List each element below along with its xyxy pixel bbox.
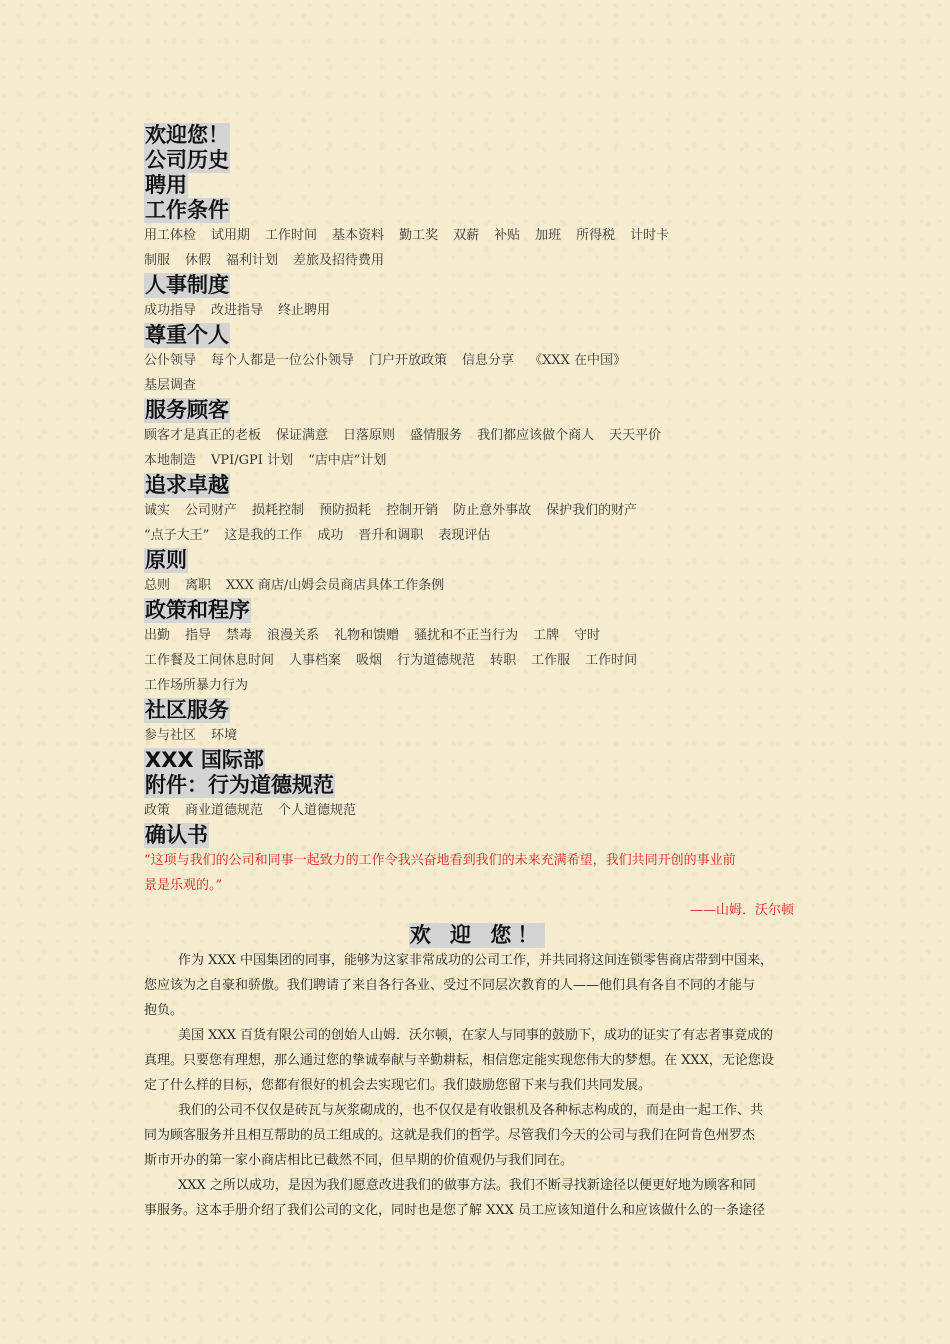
toc-item-link[interactable]: 礼物和馈赠 [334, 628, 400, 643]
toc-item-row [144, 798, 810, 823]
toc-item-link[interactable]: 表现评估 [438, 528, 491, 543]
toc-item-link[interactable]: 守时 [574, 628, 601, 643]
quote-line: “这项与我们的公司和同事一起致力的工作令我兴奋地看到我们的未来充满希望，我们共同开创的事业前 [144, 853, 736, 868]
toc-item-link[interactable]: 总则 [144, 578, 171, 593]
toc-item-link[interactable]: 离职 [185, 578, 212, 593]
toc-item-link[interactable]: 晋升和调职 [358, 528, 424, 543]
toc-item-row [144, 348, 810, 373]
toc-item-row [144, 223, 810, 248]
toc-heading[interactable]: 原则 [145, 548, 187, 572]
toc-item-link[interactable]: 吸烟 [356, 653, 383, 668]
toc-heading[interactable]: 聘用 [145, 173, 187, 197]
toc-item-row [144, 248, 810, 273]
toc-item-link[interactable]: 制服 [144, 253, 171, 268]
toc-item-link[interactable]: 政策 [144, 803, 171, 818]
toc-item-link[interactable]: 改进指导 [211, 303, 264, 318]
toc-heading[interactable]: 服务顾客 [145, 398, 229, 422]
toc-section-appendix [144, 773, 810, 798]
toc-item-link[interactable]: 公仆领导 [144, 353, 197, 368]
body-text-line: 抱负。 [144, 1003, 184, 1018]
toc-item-link[interactable]: 损耗控制 [252, 503, 305, 518]
toc-item-link[interactable]: 人事档案 [289, 653, 342, 668]
toc-item-link[interactable]: 保护我们的财产 [546, 503, 638, 518]
toc-item-link[interactable]: XXX 商店/山姆会员商店具体工作条例 [226, 578, 445, 593]
toc-item-link[interactable]: 每个人都是一位公仆领导 [211, 353, 355, 368]
toc-section-community [144, 698, 810, 723]
welcome-body [144, 948, 810, 1223]
toc-item-row [144, 673, 810, 698]
toc-item-link[interactable]: 天天平价 [609, 428, 662, 443]
toc-heading[interactable]: 确认书 [145, 823, 208, 847]
toc-heading[interactable]: 政策和程序 [145, 598, 250, 622]
toc-item-link[interactable]: 禁毒 [226, 628, 253, 643]
toc-item-link[interactable]: 骚扰和不正当行为 [414, 628, 519, 643]
toc-section-personnel [144, 273, 810, 298]
toc-item-link[interactable]: 控制开销 [386, 503, 439, 518]
toc-heading[interactable]: 欢迎您！ [145, 123, 229, 147]
toc-item-link[interactable]: 用工体检 [144, 228, 197, 243]
toc-item-link[interactable]: 工作时间 [585, 653, 638, 668]
toc-item-row [144, 523, 810, 548]
toc-item-link[interactable]: 门户开放政策 [369, 353, 448, 368]
toc-heading[interactable]: 追求卓越 [145, 473, 229, 497]
toc-heading[interactable]: 附件：行为道德规范 [145, 773, 334, 797]
toc-section-service [144, 398, 810, 423]
toc-item-row [144, 423, 810, 448]
toc-item-link[interactable]: 工作服 [531, 653, 571, 668]
toc-item-link[interactable]: 差旅及招待费用 [293, 253, 385, 268]
body-text-line: 事服务。这本手册介绍了我们公司的文化，同时也是您了解 XXX 员工应该知道什么和应该做什么的一条途径 [144, 1203, 766, 1218]
toc-heading[interactable]: 公司历史 [145, 148, 229, 172]
toc-heading[interactable]: 工作条件 [145, 198, 229, 222]
toc-heading[interactable]: 社区服务 [145, 698, 229, 722]
toc-item-link[interactable]: 个人道德规范 [278, 803, 357, 818]
toc-item-link[interactable]: VPI/GPI 计划 [211, 453, 294, 468]
toc-item-link[interactable]: 顾客才是真正的老板 [144, 428, 262, 443]
body-text-line: 定了什么样的目标，您都有很好的机会去实现它们。我们鼓励您留下来与我们共同发展。 [144, 1078, 652, 1093]
toc-section-conditions [144, 198, 810, 223]
toc-section-hiring [144, 173, 810, 198]
toc-item-link[interactable]: 防止意外事故 [453, 503, 532, 518]
toc-item-row [144, 498, 810, 523]
toc-item-link[interactable]: 基层调查 [144, 378, 197, 393]
toc-item-row [144, 298, 810, 323]
body-text-line: 我们的公司不仅仅是砖瓦与灰浆砌成的，也不仅仅是有收银机及各种标志构成的，而是由一起工作、共 [178, 1103, 764, 1118]
body-text-line: 真理。只要您有理想，那么通过您的挚诚奉献与辛勤耕耘，相信您定能实现您伟大的梦想。在 XXX，无论您设 [144, 1053, 774, 1068]
toc-item-row [144, 648, 810, 673]
toc-item-row [144, 373, 810, 398]
body-text-line: 同为顾客服务并且相互帮助的员工组成的。这就是我们的哲学。尽管我们今天的公司与我们在阿肯色州罗杰 [144, 1128, 756, 1143]
toc-item-link[interactable]: 《XXX 在中国》 [529, 353, 626, 368]
toc-section-history [144, 148, 810, 173]
toc-item-link[interactable]: 预防损耗 [319, 503, 372, 518]
quote-line: 景是乐观的。” [144, 878, 223, 893]
toc-item-link[interactable]: 工牌 [533, 628, 560, 643]
toc-item-link[interactable]: 行为道德规范 [397, 653, 476, 668]
toc-item-link[interactable]: 这是我的工作 [224, 528, 303, 543]
welcome-section-title: 欢 迎 您！ [409, 923, 545, 947]
toc-item-link[interactable]: 盛情服务 [410, 428, 463, 443]
toc-item-link[interactable]: 转职 [490, 653, 517, 668]
toc-item-link[interactable]: 福利计划 [226, 253, 279, 268]
handbook-page [144, 123, 810, 1223]
toc-item-link[interactable]: 双薪 [453, 228, 480, 243]
toc-item-link[interactable]: 本地制造 [144, 453, 197, 468]
toc-item-row [144, 623, 810, 648]
toc-item-link[interactable]: 基本资料 [332, 228, 385, 243]
toc-section-respect [144, 323, 810, 348]
toc-section-principles [144, 548, 810, 573]
toc-section-excellence [144, 473, 810, 498]
body-text-line: 作为 XXX 中国集团的同事，能够为这家非常成功的公司工作，并共同将这间连锁零售商店带到中国来， [178, 953, 774, 968]
toc-item-row [144, 448, 810, 473]
toc-item-row [144, 723, 810, 748]
toc-item-link[interactable]: 工作时间 [265, 228, 318, 243]
quote-signature: ——山姆．沃尔顿 [689, 903, 794, 918]
body-text-line: XXX 之所以成功，是因为我们愿意改进我们的做事方法。我们不断寻找新途径以便更好地为顾客和同 [178, 1178, 756, 1193]
body-text-line: 您应该为之自豪和骄傲。我们聘请了来自各行各业、受过不同层次教育的人——他们具有各自不同的才能与 [144, 978, 756, 993]
toc-item-link[interactable]: 工作餐及工间休息时间 [144, 653, 275, 668]
body-text-line: 斯市开办的第一家小商店相比已截然不同，但早期的价值观仍与我们同在。 [144, 1153, 574, 1168]
toc-item-link[interactable]: 休假 [185, 253, 212, 268]
toc-heading[interactable]: XXX 国际部 [145, 748, 264, 772]
toc-item-link[interactable]: 商业道德规范 [185, 803, 264, 818]
toc-item-link[interactable]: “店中店”计划 [308, 453, 387, 468]
toc-item-row [144, 573, 810, 598]
toc-item-link[interactable]: 环境 [211, 728, 238, 743]
toc-item-link[interactable]: 指导 [185, 628, 212, 643]
toc-item-link[interactable]: “点子大王” [144, 528, 210, 543]
toc-item-link[interactable]: 工作场所暴力行为 [144, 678, 249, 693]
toc-item-link[interactable]: 试用期 [211, 228, 251, 243]
toc-item-link[interactable]: 公司财产 [185, 503, 238, 518]
toc-item-link[interactable]: 成功指导 [144, 303, 197, 318]
founder-quote [144, 848, 810, 898]
toc-section-welcome [144, 123, 810, 148]
toc-item-link[interactable]: 补贴 [494, 228, 521, 243]
toc-heading[interactable]: 尊重个人 [145, 323, 229, 347]
body-text-line: 美国 XXX 百货有限公司的创始人山姆．沃尔顿，在家人与同事的鼓励下，成功的证实了有志者事竟成的 [178, 1028, 774, 1043]
toc-item-link[interactable]: 参与社区 [144, 728, 197, 743]
toc-item-link[interactable]: 加班 [535, 228, 562, 243]
toc-heading[interactable]: 人事制度 [145, 273, 229, 297]
table-of-contents [144, 123, 810, 848]
toc-section-policy [144, 598, 810, 623]
toc-item-link[interactable]: 所得税 [576, 228, 616, 243]
toc-item-link[interactable]: 我们都应该做个商人 [477, 428, 595, 443]
toc-item-link[interactable]: 成功 [317, 528, 344, 543]
toc-item-link[interactable]: 勤工奖 [399, 228, 439, 243]
toc-item-link[interactable]: 日落原则 [343, 428, 396, 443]
toc-item-link[interactable]: 出勤 [144, 628, 171, 643]
toc-item-link[interactable]: 诚实 [144, 503, 171, 518]
toc-section-intl [144, 748, 810, 773]
toc-item-link[interactable]: 终止聘用 [278, 303, 331, 318]
toc-item-link[interactable]: 计时卡 [630, 228, 670, 243]
welcome-section-title-wrap [144, 923, 810, 948]
toc-item-link[interactable]: 保证满意 [276, 428, 329, 443]
toc-item-link[interactable]: 信息分享 [462, 353, 515, 368]
toc-item-link[interactable]: 浪漫关系 [267, 628, 320, 643]
toc-section-confirm [144, 823, 810, 848]
